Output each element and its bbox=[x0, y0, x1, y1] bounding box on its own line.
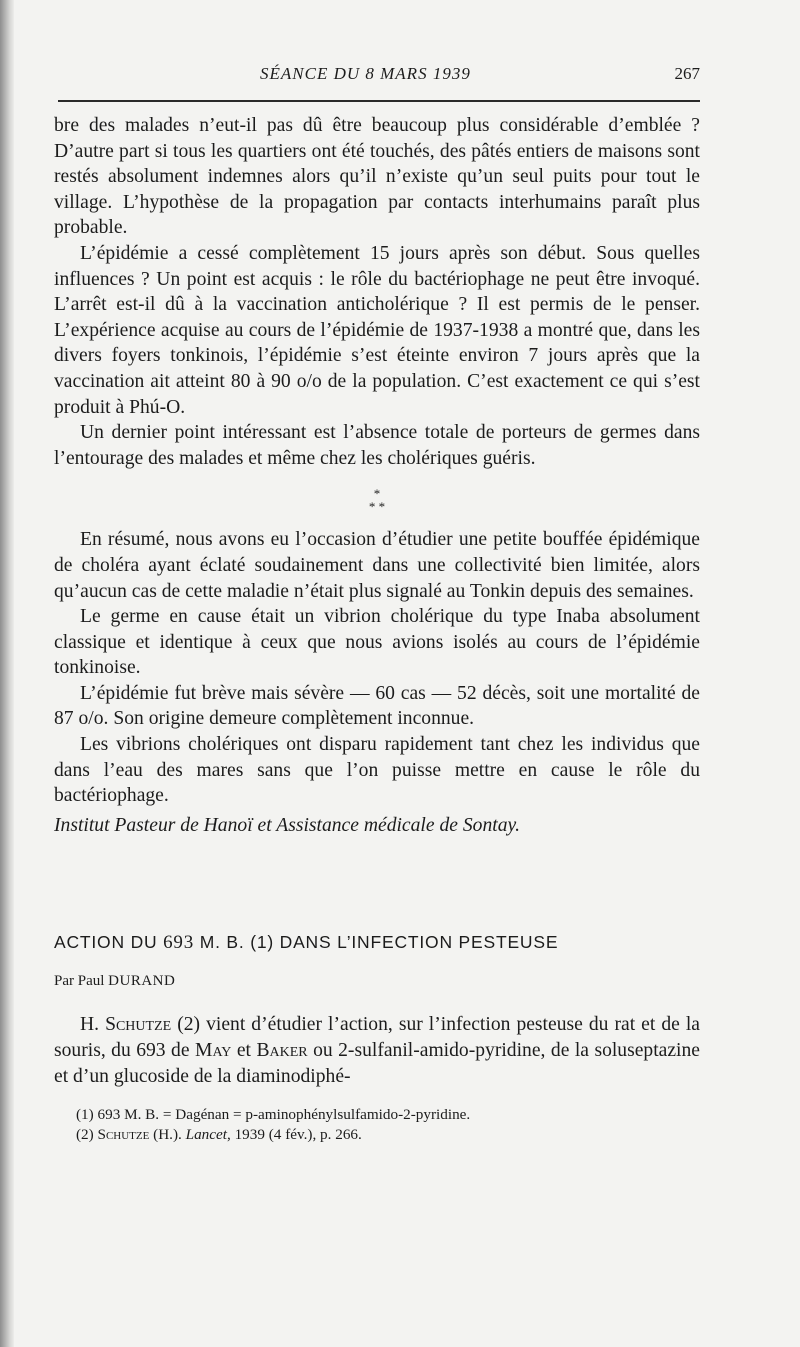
asterism-top: * bbox=[373, 486, 381, 502]
asterism-bottom: * * bbox=[368, 499, 386, 515]
paragraph-mortality: L’épidémie fut brève mais sévère — 60 cas — 52 décès, soit une mortalité de 87 o/o. Son origine demeure complètement inconnue. bbox=[54, 682, 700, 730]
article-title-part1: ACTION DU bbox=[54, 932, 158, 953]
article-author bbox=[54, 970, 700, 992]
article-title-number: 693 bbox=[163, 932, 195, 954]
paragraph-carriers: Un dernier point intéressant est l’absence totale de porteurs de germes dans l’entourage des malades et même chez les cholériques guéris. bbox=[54, 422, 700, 469]
footnote-2-author: Schutze bbox=[97, 1126, 150, 1144]
paragraph-vibrions: Les vibrions cholériques ont disparu rapidement tant chez les individus que dans l’eau des mares sans que l’on puisse mettre en cause le rôle du bactériophage. bbox=[54, 734, 700, 807]
lead-may: May bbox=[195, 1040, 232, 1062]
paragraph-summary: En résumé, nous avons eu l’occasion d’étudier une petite bouffée épidémique de choléra ayant éclaté soudainement dans une collectivité bien limitée, alors qu’aucun cas de cette maladie n’était plus signalé au Tonkin depuis des semaines. bbox=[54, 529, 700, 602]
institution-signature: Institut Pasteur de Hanoï et Assistance médicale de Sontay. bbox=[54, 814, 521, 836]
lead-text-1: (2) vient d’étudier l’action, sur l’infection pesteuse du rat et de la souris, du 693 de bbox=[54, 1014, 700, 1062]
footnote-2 bbox=[76, 1125, 700, 1145]
lead-text-2: ou 2-sulfanil-amido-pyridine, de la soluseptazine et d’un glucoside de la diaminodiphé- bbox=[54, 1040, 700, 1087]
article-title-part2: M. B. (1) DANS L’INFECTION PESTEUSE bbox=[199, 932, 559, 953]
footnotes bbox=[54, 1105, 700, 1145]
running-header bbox=[54, 64, 700, 90]
page-number: 267 bbox=[674, 64, 700, 83]
lead-et: et bbox=[231, 1040, 257, 1062]
lead-author: H. Schutze bbox=[80, 1014, 172, 1036]
article-lead-paragraph bbox=[54, 1012, 700, 1089]
footnote-2-journal: Lancet bbox=[185, 1126, 227, 1144]
page-body bbox=[54, 113, 700, 1145]
paragraph-continuation: bre des malades n’eut-il pas dû être beaucoup plus considérable d’emblée ? D’autre part si tous les quartiers ont été touchés, des pâtés entiers de maisons sont restés absolument indemnes alors qu’il n’existe qu’un seul puits pour tout le village. L’hypothèse de la propagation par contacts interhumains paraît plus probable. bbox=[54, 115, 700, 239]
footnote-1: (1) 693 M. B. = Dagénan = p-aminophénylsulfamido-2-pyridine. bbox=[76, 1106, 471, 1124]
asterism-separator bbox=[54, 487, 700, 513]
author-prefix: Par Paul bbox=[54, 973, 105, 990]
book-binding-shadow bbox=[0, 0, 14, 1347]
running-title: SÉANCE DU 8 MARS 1939 bbox=[260, 64, 471, 83]
lead-baker: Baker bbox=[256, 1040, 308, 1062]
author-name: DURAND bbox=[108, 973, 176, 990]
paragraph-epidemic-end: L’épidémie a cessé complètement 15 jours après son début. Sous quelles influences ? Un point est acquis : le rôle du bactériophage ne peut être invoqué. L’arrêt est-il dû à la vaccination anticholérique ? Il est permis de le penser. L’expérience acquise au cours de l’épidémie de 1937-1938 a montré que, dans les divers foyers tonkinois, l’épidémie s’est éteinte environ 7 jours après que la vaccination ait atteint 80 à 90 o/o de la population. C’est exactement ce qui s’est produit à Phú-O. bbox=[54, 242, 700, 418]
paragraph-germ: Le germe en cause était un vibrion cholérique du type Inaba absolument classique et identique à ceux que nous avions isolés au cours de l’épidémie tonkinoise. bbox=[54, 606, 700, 679]
article-title bbox=[54, 929, 700, 956]
footnote-2-prefix: (2) bbox=[76, 1126, 98, 1144]
footnote-2-suffix: , 1939 (4 fév.), p. 266. bbox=[226, 1126, 362, 1144]
header-rule bbox=[58, 100, 700, 102]
footnote-2-mid: (H.). bbox=[149, 1126, 186, 1144]
